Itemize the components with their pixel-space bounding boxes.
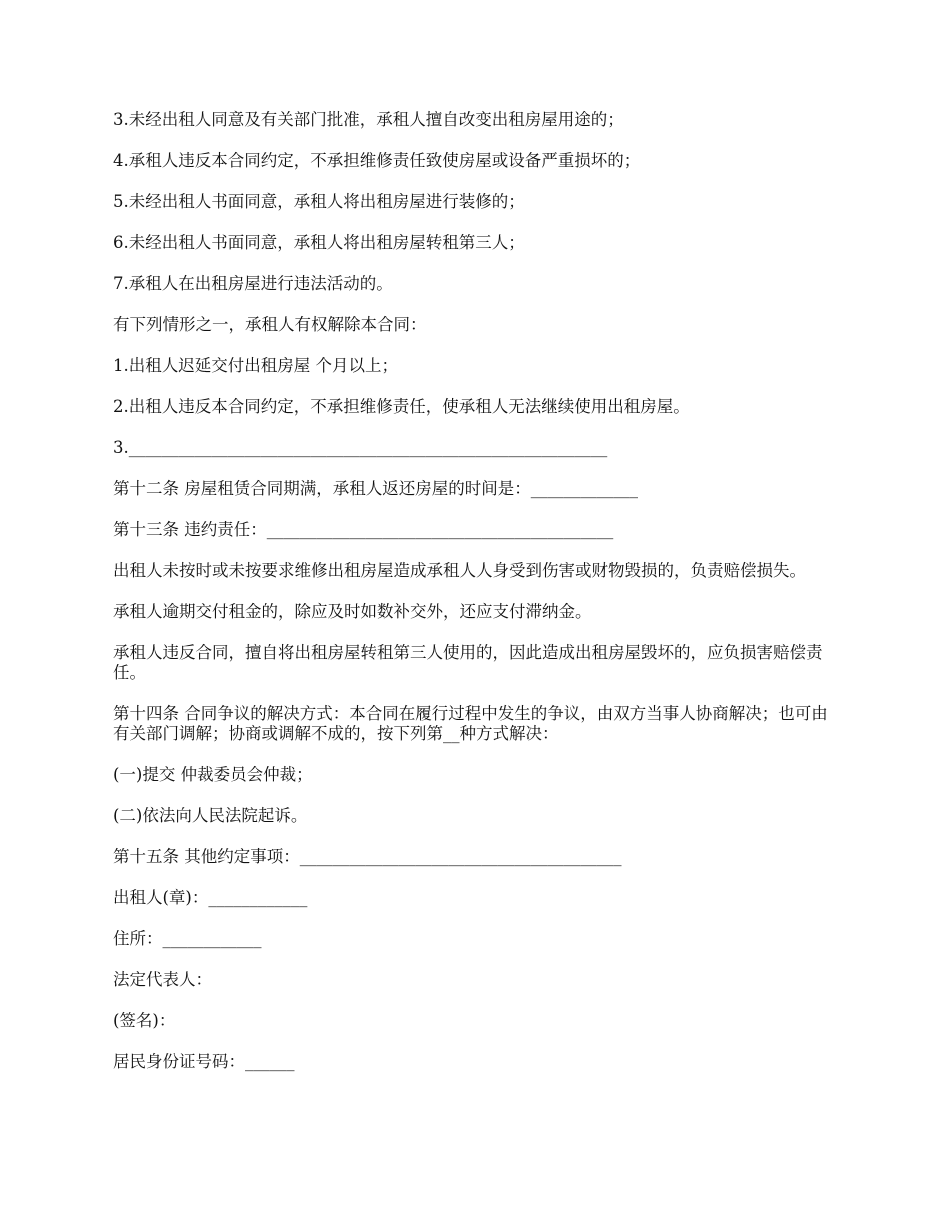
tenant-termination-rights-heading: 有下列情形之一，承租人有权解除本合同： (113, 315, 427, 334)
liability-late-rent: 承租人逾期交付租金的，除应及时如数补交外，还应支付滞纳金。 (113, 602, 592, 621)
clause-4-maintenance-breach: 4.承租人违反本合同约定，不承担维修责任致使房屋或设备严重损坏的； (113, 151, 641, 170)
tenant-right-2-maintenance-breach: 2.出租人违反本合同约定，不承担维修责任，使承租人无法继续使用出租房屋。 (113, 397, 690, 416)
landlord-address-line: 住所：____________ (113, 929, 262, 948)
clause-5-unauthorized-renovation: 5.未经出租人书面同意，承租人将出租房屋进行装修的； (113, 192, 525, 211)
liability-landlord-repairs: 出租人未按时或未按要求维修出租房屋造成承租人人身受到伤害或财物毁损的，负责赔偿损失。 (113, 561, 806, 580)
dispute-option-arbitration: (一)提交 仲裁委员会仲裁； (113, 765, 313, 784)
clause-7-illegal-activity: 7.承租人在出租房屋进行违法活动的。 (113, 274, 393, 293)
clause-6-unauthorized-sublease: 6.未经出租人书面同意，承租人将出租房屋转租第三人； (113, 233, 525, 252)
dispute-option-court: (二)依法向人民法院起诉。 (113, 806, 308, 825)
id-number-line: 居民身份证号码：______ (113, 1052, 295, 1071)
legal-representative-line: 法定代表人： (113, 970, 212, 989)
article-13-liability: 第十三条 违约责任：__________________________________________ (113, 520, 614, 539)
article-14-dispute-resolution: 第十四条 合同争议的解决方式：本合同在履行过程中发生的争议，由双方当事人协商解决；也可由有关部门调解；协商或调解不成的，按下列第__种方式解决： (113, 704, 828, 743)
tenant-right-3-blank: 3.__________________________________________________________ (113, 438, 608, 457)
liability-sublease-damage: 承租人违反合同，擅自将出租房屋转租第三人使用的，因此造成出租房屋毁坏的，应负损害赔偿责任。 (113, 643, 823, 682)
article-15-other-terms: 第十五条 其他约定事项：_______________________________________ (113, 847, 622, 866)
contract-document (113, 110, 843, 1093)
clause-3-unauthorized-use-change: 3.未经出租人同意及有关部门批准，承租人擅自改变出租房屋用途的； (113, 110, 624, 129)
signature-line: (签名)： (113, 1011, 176, 1030)
article-12-lease-expiry: 第十二条 房屋租赁合同期满，承租人返还房屋的时间是：_____________ (113, 479, 638, 498)
landlord-seal-line: 出租人(章)：____________ (113, 888, 308, 907)
tenant-right-1-delayed-delivery: 1.出租人迟延交付出租房屋 个月以上； (113, 356, 398, 375)
